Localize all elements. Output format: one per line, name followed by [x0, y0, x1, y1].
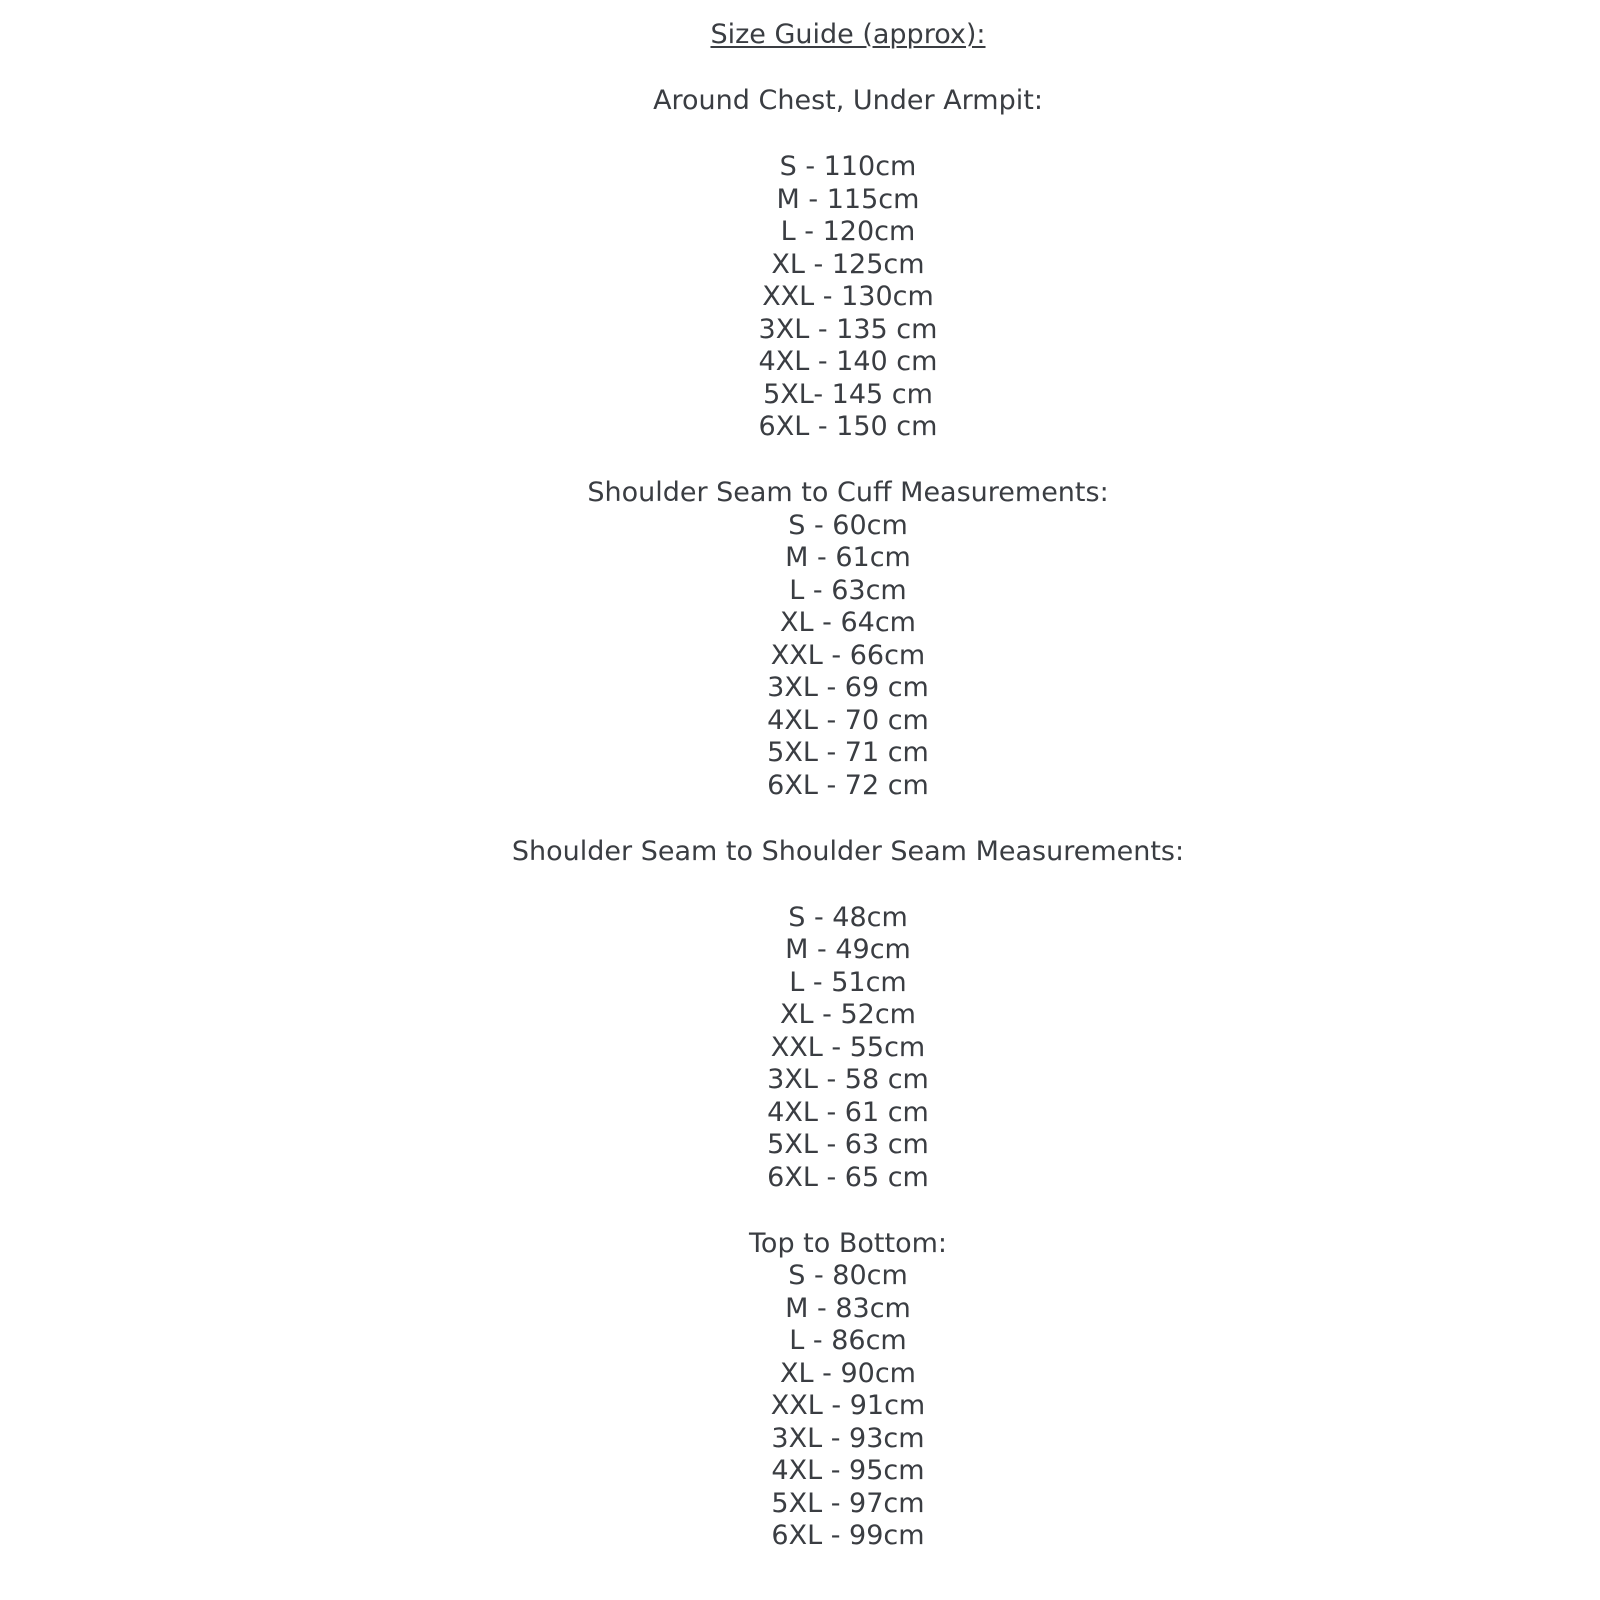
size-row: XXL - 91cm	[770, 1390, 926, 1421]
size-row: 5XL - 71 cm	[767, 737, 929, 768]
size-row: 5XL - 63 cm	[767, 1129, 929, 1160]
size-row: S - 48cm	[788, 901, 908, 933]
size-row: S - 80cm	[788, 1260, 908, 1291]
section-heading-length: Top to Bottom:	[749, 1227, 947, 1259]
size-row: XL - 64cm	[780, 607, 916, 638]
spacer	[96, 52, 1600, 86]
size-row: 6XL - 99cm	[771, 1520, 925, 1551]
section-heading-cuff: Shoulder Seam to Cuff Measurements:	[587, 477, 1109, 508]
spacer	[96, 444, 1600, 478]
size-row: XXL - 130cm	[762, 281, 934, 312]
size-row: 4XL - 140 cm	[758, 346, 938, 377]
size-row: S - 110cm	[779, 151, 917, 182]
size-row: 3XL - 69 cm	[767, 672, 929, 703]
size-row: 5XL- 145 cm	[763, 378, 933, 410]
size-row: XXL - 55cm	[770, 1031, 926, 1063]
size-row: M - 61cm	[785, 542, 911, 573]
spacer	[96, 802, 1600, 836]
size-row: 6XL - 150 cm	[758, 411, 938, 442]
size-row: M - 115cm	[776, 183, 920, 215]
size-row: 6XL - 72 cm	[767, 769, 929, 801]
size-row: S - 60cm	[788, 509, 908, 541]
size-row: 6XL - 65 cm	[767, 1161, 929, 1193]
size-row: 4XL - 70 cm	[767, 704, 929, 736]
spacer	[96, 1194, 1600, 1228]
section-heading-shoulder: Shoulder Seam to Shoulder Seam Measurements:	[511, 835, 1185, 867]
size-row: L - 120cm	[780, 216, 916, 247]
size-row: M - 83cm	[785, 1292, 911, 1324]
size-row: 4XL - 61 cm	[767, 1096, 929, 1128]
size-row: 3XL - 93cm	[771, 1422, 925, 1454]
size-row: 3XL - 135 cm	[758, 313, 938, 345]
size-row: L - 86cm	[789, 1325, 907, 1356]
spacer	[96, 868, 1600, 902]
size-row: M - 49cm	[785, 934, 911, 965]
size-row: 3XL - 58 cm	[767, 1064, 929, 1095]
page-title: Size Guide (approx):	[710, 19, 986, 50]
size-row: XL - 125cm	[771, 248, 925, 280]
size-row: L - 63cm	[789, 574, 907, 606]
size-row: 5XL - 97cm	[771, 1487, 925, 1519]
size-row: XL - 52cm	[780, 999, 916, 1030]
size-row: XL - 90cm	[780, 1357, 916, 1389]
size-row: XXL - 66cm	[770, 639, 926, 671]
size-row: L - 51cm	[789, 966, 907, 998]
section-heading-chest: Around Chest, Under Armpit:	[653, 85, 1043, 116]
size-row: 4XL - 95cm	[771, 1455, 925, 1486]
spacer	[96, 118, 1600, 152]
